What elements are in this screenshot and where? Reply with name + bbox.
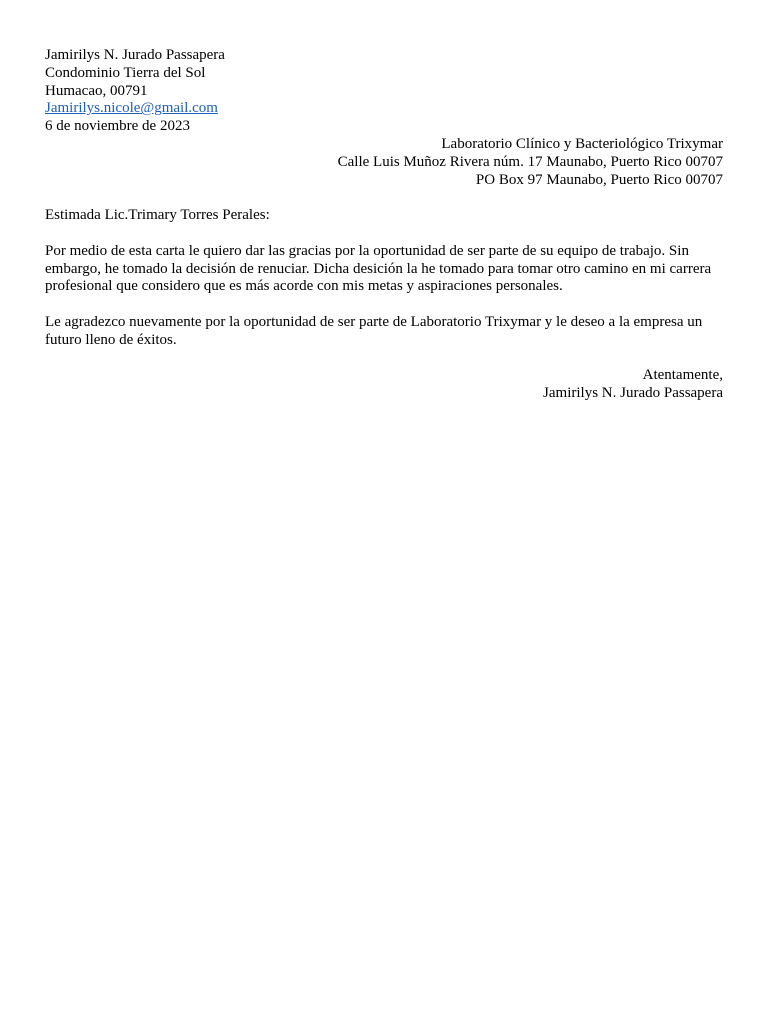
sender-block: [45, 47, 723, 136]
signature-name: Jamirilys N. Jurado Passapera: [543, 385, 723, 402]
sender-name: Jamirilys N. Jurado Passapera: [45, 47, 225, 63]
sender-email-link[interactable]: Jamirilys.nicole@gmail.com: [45, 100, 218, 117]
recipient-address-line1: Calle Luis Muñoz Rivera núm. 17 Maunabo, Puerto Rico 00707: [337, 153, 723, 170]
letter-page: [45, 47, 723, 403]
closing-block: [45, 367, 723, 403]
recipient-block: [45, 136, 723, 189]
recipient-organization: Laboratorio Clínico y Bacteriológico Trixymar: [441, 135, 723, 152]
body-paragraph-2: Le agradezco nuevamente por la oportunidad de ser parte de Laboratorio Trixymar y le deseo a la empresa un futuro lleno de éxitos.: [45, 313, 703, 348]
body-paragraph-1: Por medio de esta carta le quiero dar las gracias por la oportunidad de ser parte de su equipo de trabajo. Sin embargo, he tomado la decisión de renuciar. Dicha desición la he tomado para tomar otro camino en mi carrera profesional que considero que es más acorde con mis metas y aspiraciones personales.: [45, 242, 712, 295]
recipient-address-line2: PO Box 97 Maunabo, Puerto Rico 00707: [475, 171, 723, 188]
sender-address-line1: Condominio Tierra del Sol: [45, 64, 206, 81]
salutation: Estimada Lic.Trimary Torres Perales:: [45, 207, 270, 224]
closing: Atentamente,: [642, 367, 723, 384]
sender-address-line2: Humacao, 00791: [45, 82, 148, 99]
letter-date: 6 de noviembre de 2023: [45, 118, 190, 135]
